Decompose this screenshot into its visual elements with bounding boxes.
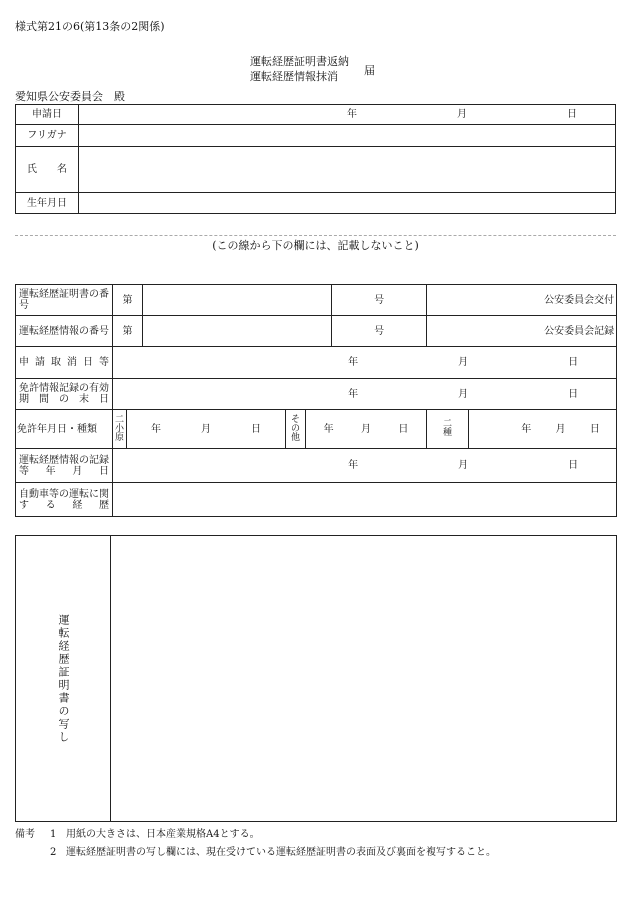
title-suffix: 届 — [364, 64, 375, 77]
license-date-1[interactable] — [127, 410, 286, 449]
note-text: 用紙の大きさは、日本産業規格A4とする。 — [66, 829, 260, 840]
day-unit: 日 — [251, 423, 261, 435]
license-date-2[interactable] — [306, 410, 427, 449]
year-unit: 年 — [348, 357, 359, 368]
birth-field[interactable] — [79, 193, 616, 214]
year-unit: 年 — [348, 388, 359, 400]
title-line-1: 運転経歴証明書返納 — [250, 55, 349, 68]
divider-line — [15, 235, 616, 236]
applicant-table — [15, 104, 616, 214]
record-date-field[interactable] — [113, 449, 617, 483]
date-label: 申請日 — [16, 105, 79, 125]
copy-area[interactable] — [111, 536, 616, 821]
type-nishu: 二種 — [427, 410, 469, 449]
year-unit: 年 — [521, 423, 532, 435]
day-unit: 日 — [589, 423, 600, 435]
year-unit: 年 — [348, 460, 359, 471]
dai-label-2: 第 — [113, 316, 143, 347]
birth-label: 生年月日 — [16, 193, 79, 214]
form-id: 様式第21の6(第13条の2関係) — [15, 20, 165, 33]
name-label: 氏 名 — [16, 147, 79, 193]
month-unit: 月 — [201, 423, 211, 435]
office-table — [15, 284, 617, 517]
go-label-2: 号 — [332, 316, 427, 347]
date-field[interactable] — [79, 105, 616, 125]
recorded-by: 公安委員会記録 — [427, 316, 617, 347]
expiry-label: 免許情報記録の有効期間の末日 — [16, 379, 113, 410]
license-label: 免許年月日・種類 — [16, 410, 113, 449]
copy-label-cell — [16, 536, 111, 821]
note-2 — [15, 844, 496, 862]
cert-no-label: 運転経歴証明書の番号 — [16, 285, 113, 316]
month-unit: 月 — [458, 357, 469, 368]
expiry-field[interactable] — [113, 379, 617, 410]
year-unit: 年 — [347, 109, 357, 120]
history-label: 自動車等の運転に関する経歴 — [16, 483, 113, 517]
type-nishogen: 二小原 — [113, 410, 127, 449]
form-title — [250, 54, 349, 84]
day-unit: 日 — [568, 357, 579, 368]
day-unit: 日 — [567, 109, 577, 120]
note-number: 1 — [50, 829, 57, 840]
dai-label: 第 — [113, 285, 143, 316]
go-label: 号 — [332, 285, 427, 316]
cancel-date-field[interactable] — [113, 347, 617, 379]
month-unit: 月 — [361, 423, 372, 435]
furigana-field[interactable] — [79, 125, 616, 147]
issued-by: 公安委員会交付 — [427, 285, 617, 316]
cancel-date-label: 申請取消日等 — [16, 347, 113, 379]
year-unit: 年 — [323, 423, 334, 435]
note-text: 運転経歴証明書の写し欄には、現在受けている運転経歴証明書の表面及び裏面を複写すること。 — [66, 847, 496, 858]
year-unit: 年 — [151, 423, 161, 435]
note-number: 2 — [50, 847, 57, 858]
copy-box — [15, 535, 617, 822]
day-unit: 日 — [398, 423, 409, 435]
month-unit: 月 — [458, 388, 469, 400]
title-line-2: 運転経歴情報抹消 — [250, 70, 338, 83]
month-unit: 月 — [555, 423, 566, 435]
note-1 — [15, 826, 496, 844]
month-unit: 月 — [458, 460, 469, 471]
copy-label: 運転経歴証明書の写し — [57, 613, 70, 744]
day-unit: 日 — [568, 460, 579, 471]
notes-heading: 備考 — [15, 829, 35, 840]
cert-no-field[interactable] — [143, 285, 332, 316]
name-field[interactable] — [79, 147, 616, 193]
divider-note: (この線から下の欄には、記載しないこと) — [212, 239, 419, 252]
record-date-label: 運転経歴情報の記録等年月日 — [16, 449, 113, 483]
history-field[interactable] — [113, 483, 617, 517]
info-no-label: 運転経歴情報の番号 — [16, 316, 113, 347]
license-date-3[interactable] — [469, 410, 617, 449]
type-sonota: その他 — [286, 410, 306, 449]
furigana-label: フリガナ — [16, 125, 79, 147]
month-unit: 月 — [457, 109, 467, 120]
addressee: 愛知県公安委員会 殿 — [15, 90, 125, 103]
info-no-field[interactable] — [143, 316, 332, 347]
notes — [15, 826, 496, 862]
day-unit: 日 — [568, 388, 579, 400]
